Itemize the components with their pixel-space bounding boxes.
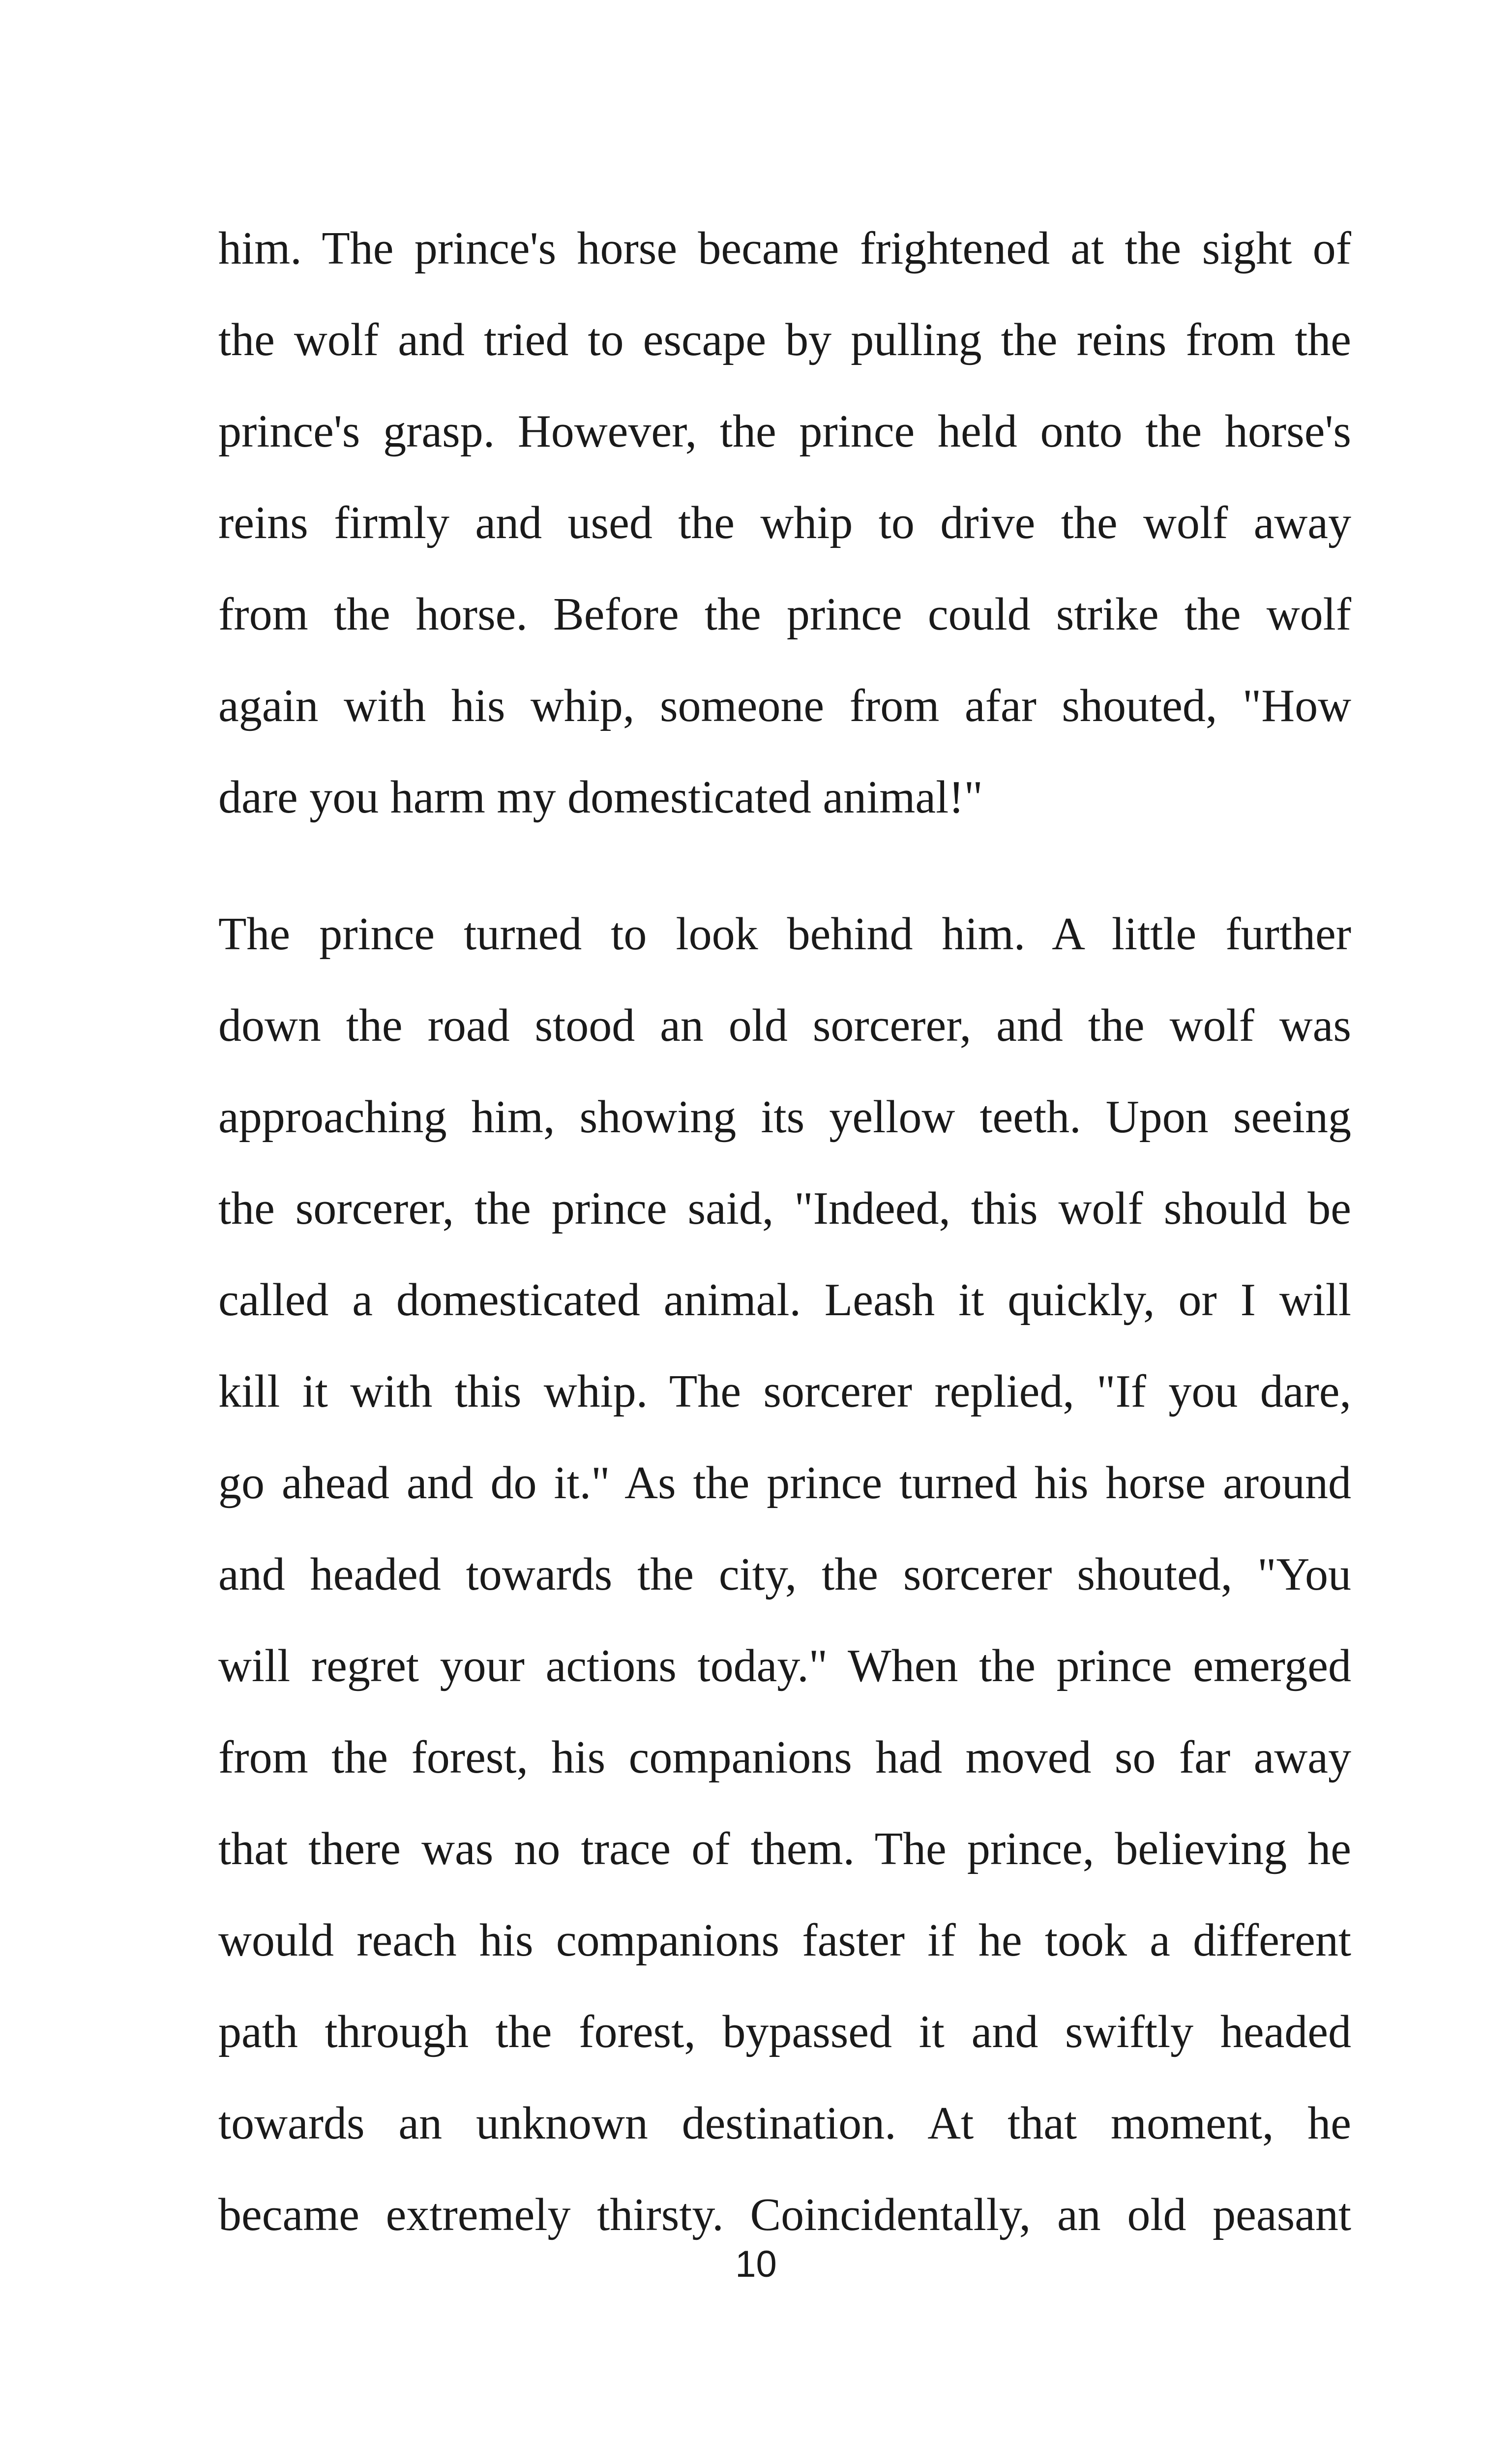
text-line: again with his whip, someone from afar shouted, "How: [218, 680, 1351, 731]
paragraph-1: [218, 203, 1351, 843]
text-line: the wolf and tried to escape by pulling the reins from the: [218, 314, 1351, 365]
text-line: down the road stood an old sorcerer, and the wolf was: [218, 1000, 1351, 1051]
text-line: from the forest, his companions had moved so far away: [218, 1732, 1351, 1783]
paragraph-2: [218, 888, 1351, 2261]
text-line: The prince turned to look behind him. A little further: [218, 908, 1351, 960]
text-line: would reach his companions faster if he took a different: [218, 1915, 1351, 1966]
text-line: will regret your actions today." When the prince emerged: [218, 1640, 1351, 1691]
text-line: him. The prince's horse became frightened at the sight of: [218, 223, 1351, 274]
text-line: approaching him, showing its yellow teeth. Upon seeing: [218, 1091, 1351, 1143]
text-line: and headed towards the city, the sorcerer shouted, "You: [218, 1549, 1351, 1600]
text-line: that there was no trace of them. The prince, believing he: [218, 1823, 1351, 1874]
text-line: towards an unknown destination. At that moment, he: [218, 2098, 1351, 2149]
page-number: 10: [735, 2243, 777, 2285]
text-line: became extremely thirsty. Coincidentally, an old peasant: [218, 2189, 1351, 2240]
text-line: path through the forest, bypassed it and swiftly headed: [218, 2006, 1351, 2057]
text-line: dare you harm my domesticated animal!": [218, 772, 983, 823]
text-line: reins firmly and used the whip to drive the wolf away: [218, 497, 1351, 548]
text-line: the sorcerer, the prince said, "Indeed, this wolf should be: [218, 1183, 1351, 1234]
text-line: go ahead and do it." As the prince turned his horse around: [218, 1457, 1351, 1508]
text-line: prince's grasp. However, the prince held onto the horse's: [218, 406, 1351, 457]
text-line: kill it with this whip. The sorcerer replied, "If you dare,: [218, 1366, 1351, 1417]
text-line: called a domesticated animal. Leash it quickly, or I will: [218, 1274, 1351, 1326]
text-line: from the horse. Before the prince could strike the wolf: [218, 589, 1351, 640]
